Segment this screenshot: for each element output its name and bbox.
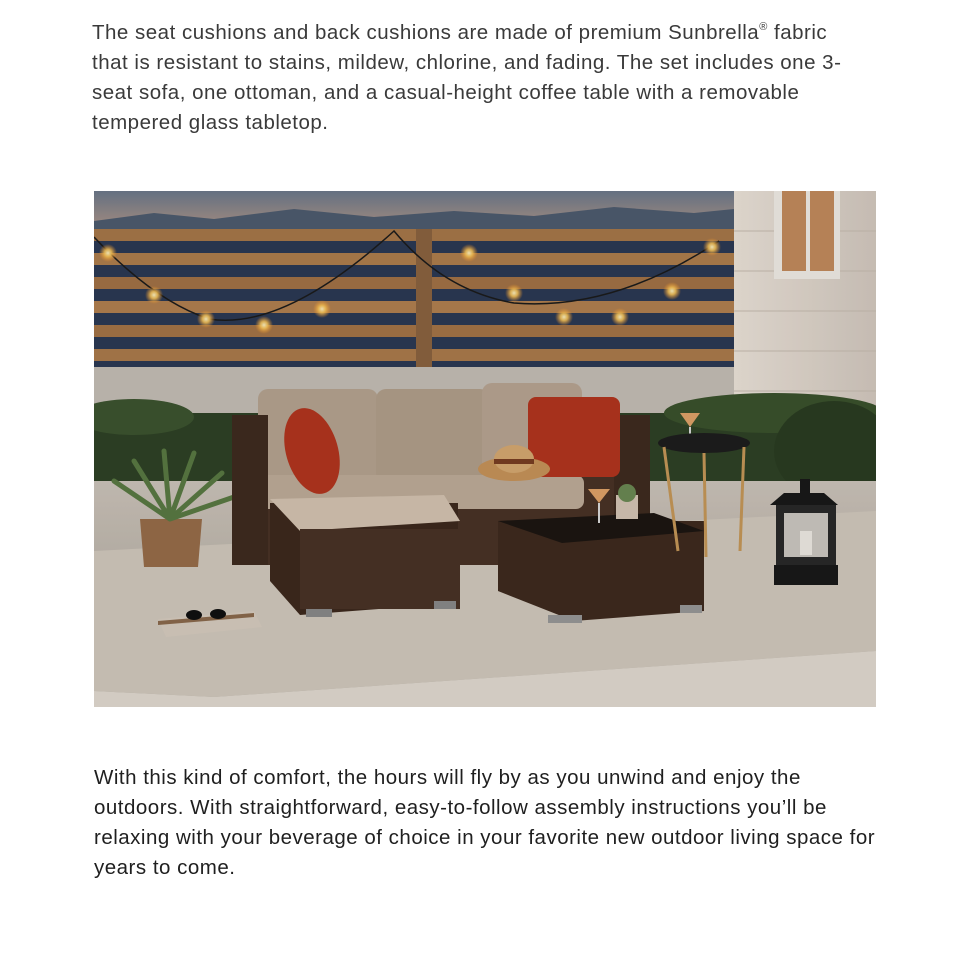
- intro-text: The seat cushions and back cushions are made of premium Sunbrella: [92, 21, 760, 44]
- patio-set-photo: [94, 191, 876, 707]
- intro-text-continued: fabric that is resistant to stains, mildew, chlorine, and fading. The set includes one 3-seat sofa, one ottoman, and a casual-height coffee table with a removable tempered glass tabletop.: [92, 21, 842, 134]
- registered-mark: ®: [759, 21, 768, 33]
- intro-paragraph: [92, 18, 862, 138]
- closing-paragraph: With this kind of comfort, the hours will fly by as you unwind and enjoy the outdoors. With straightforward, easy-to-follow assembly instructions you’ll be relaxing with your beverage of choice in your favorite new outdoor living space for years to come.: [94, 766, 876, 879]
